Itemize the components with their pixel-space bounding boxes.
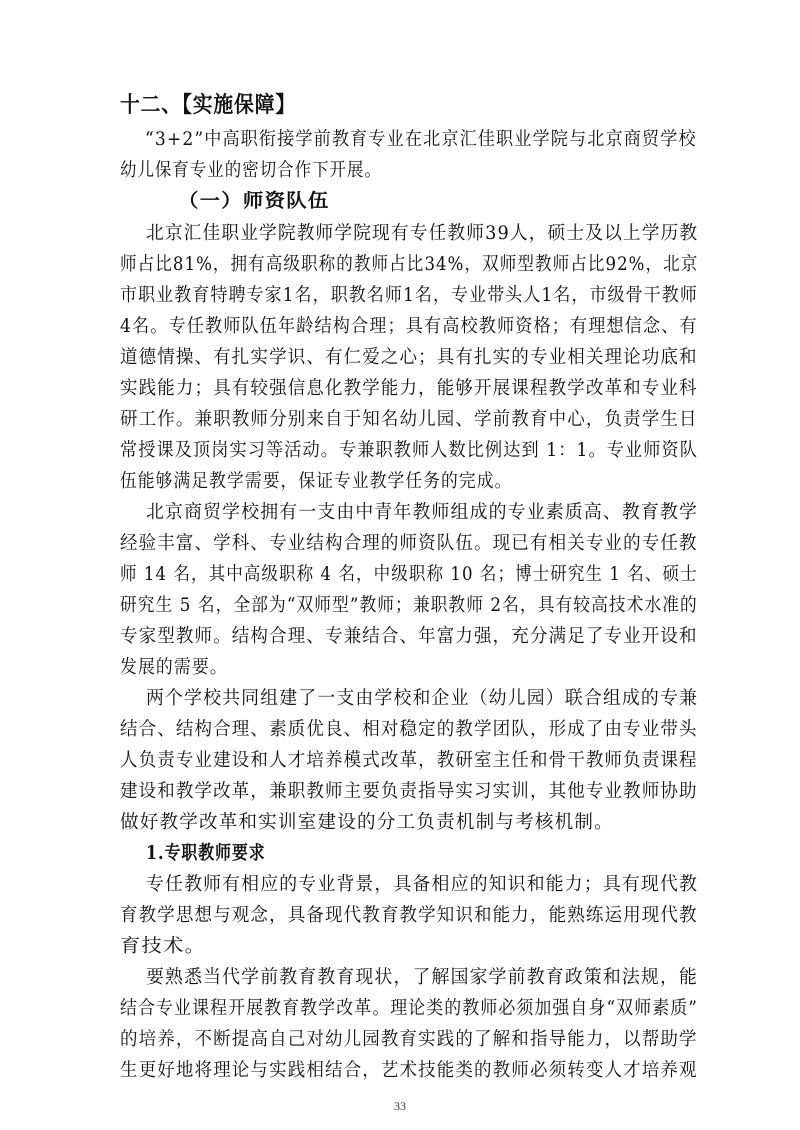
paragraph-line: 育教学思想与观念，具备现代教育教学知识和能力，能熟练运用现代教 (120, 905, 698, 926)
subsection-title: 1.专职教师要求 (146, 843, 266, 864)
paragraph-line: 做好教学改革和实训室建设的分工负责机制与考核机制。 (120, 812, 614, 833)
intro-line: 幼儿保育专业的密切合作下开展。 (120, 160, 382, 181)
paragraph-line: 师 14 名，其中高级职称 4 名，中级职称 10 名；博士研究生 1 名、硕士 (120, 564, 698, 585)
paragraph-line: 结合专业课程开展教育教学改革。理论类的教师必须加强自身“双师素质” (120, 998, 699, 1019)
paragraph-line: 人负责专业建设和人才培养模式改革，教研室主任和骨干教师负责课程 (120, 750, 698, 771)
paragraph-line: 经验丰富、学科、专业结构合理的师资队伍。现已有相关专业的专任教 (120, 533, 698, 554)
paragraph-line: 要熟悉当代学前教育教育现状，了解国家学前教育政策和法规，能 (146, 967, 699, 988)
paragraph-line: 发展的需要。 (120, 657, 228, 678)
paragraph-line: 伍能够满足教学需要，保证专业教学任务的完成。 (120, 471, 513, 492)
paragraph-line: 专任教师有相应的专业背景，具备相应的知识和能力；具有现代教 (146, 874, 699, 895)
paragraph-line: 育技术。 (120, 936, 207, 957)
paragraph-line: 道德情操、有扎实学识、有仁爱之心；具有扎实的专业相关理论功底和 (120, 347, 698, 368)
paragraph-line: 研究生 5 名，全部为“双师型”教师；兼职教师 2名，具有较高技术水准的 (120, 595, 698, 616)
paragraph-line: 建设和教学改革，兼职教师主要负责指导实习实训，其他专业教师协助 (120, 781, 698, 802)
paragraph-line: 的培养，不断提高自己对幼儿园教育实践的了解和指导能力，以帮助学 (120, 1029, 698, 1050)
paragraph-line: 结合、结构合理、素质优良、相对稳定的教学团队，形成了由专业带头 (120, 719, 698, 740)
subsection-title: （一）师资队伍 (178, 191, 330, 212)
paragraph-line: 常授课及顶岗实习等活动。专兼职教师人数比例达到 1：1。专业师资队 (120, 440, 699, 461)
paragraph-line: 生更好地将理论与实践相结合，艺术技能类的教师必须转变人才培养观 (120, 1060, 698, 1081)
intro-line: “3+2”中高职衔接学前教育专业在北京汇佳职业学院与北京商贸学校 (145, 129, 697, 150)
section-heading: 十二、【实施保障】 (120, 92, 297, 118)
paragraph-line: 专家型教师。结构合理、专兼结合、年富力强，充分满足了专业开设和 (120, 626, 698, 647)
paragraph-line: 4名。专任教师队伍年龄结构合理；具有高校教师资格；有理想信念、有 (120, 316, 698, 337)
paragraph-line: 市职业教育特聘专家1名，职教名师1名，专业带头人1名，市级骨干教师 (120, 285, 698, 306)
paragraph-line: 研工作。兼职教师分别来自于知名幼儿园、学前教育中心，负责学生日 (120, 409, 698, 430)
page-number: 33 (394, 1099, 406, 1113)
paragraph-line: 北京商贸学校拥有一支由中青年教师组成的专业素质高、教育教学 (146, 502, 699, 523)
paragraph-line: 两个学校共同组建了一支由学校和企业（幼儿园）联合组成的专兼 (146, 688, 699, 709)
paragraph-line: 实践能力；具有较强信息化教学能力，能够开展课程教学改革和专业科 (120, 378, 698, 399)
paragraph-line: 师占比81%，拥有高级职称的教师占比34%，双师型教师占比92%，北京 (120, 254, 699, 275)
paragraph-line: 北京汇佳职业学院教师学院现有专任教师39人，硕士及以上学历教 (146, 223, 699, 244)
